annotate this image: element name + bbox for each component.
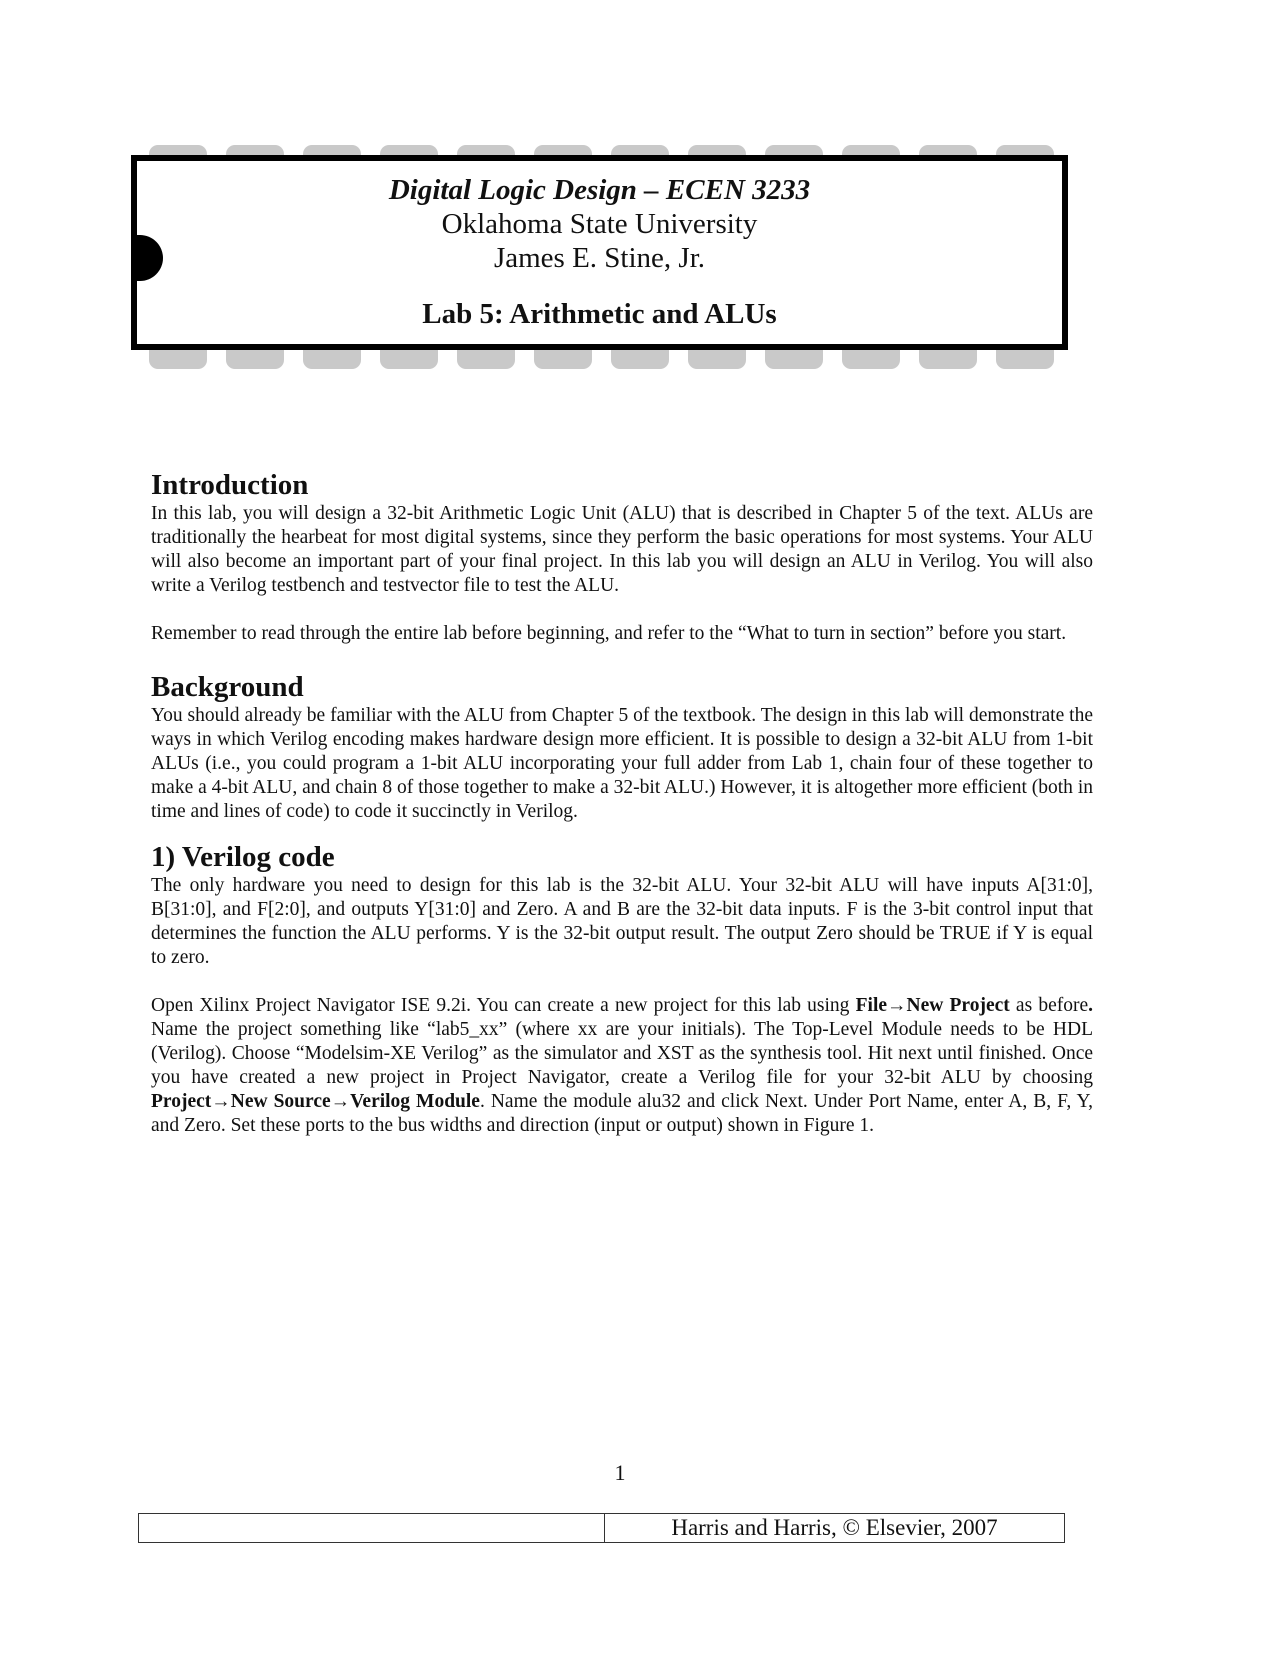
verilog-p2-text-g: . Name the module alu32 and click Next. Under Port Name, enter A, B, F, Y, and Zero. Set these ports to the bus widths and direction (input or output) shown in Figure 1. (151, 1091, 1093, 1136)
course-title: Digital Logic Design – ECEN 3233 (388, 174, 811, 206)
university-name: Oklahoma State University (441, 208, 758, 240)
lab-title: Lab 5: Arithmetic and ALUs (422, 298, 777, 330)
page-number: 1 (614, 1460, 626, 1485)
verilog-p2-text-e: Name the project something like “lab5_xx” (where xx are your initials). The Top-Level Module needs to be HDL (Verilog). Choose “Modelsim-XE Verilog” as the simulator and XST as the synthesis tool. Hit next until finished. Once you have created a new project in Project Navigator, create a Verilog file for your 32-bit ALU by choosing (151, 1019, 1093, 1088)
menu-path-new-project: File→New Project (855, 995, 1010, 1016)
background-heading: Background (151, 671, 304, 703)
introduction-paragraph-2: Remember to read through the entire lab before beginning, and refer to the “What to turn in section” before you start. (151, 623, 1067, 644)
document-body (151, 468, 1093, 1138)
verilog-heading: 1) Verilog code (151, 841, 335, 873)
background-section (151, 670, 1093, 824)
footer-empty-cell (139, 1514, 605, 1542)
footer-copyright: Harris and Harris, © Elsevier, 2007 (671, 1515, 998, 1540)
verilog-p2-text-c: as before (1009, 995, 1089, 1016)
introduction-section (151, 468, 1093, 646)
author-name: James E. Stine, Jr. (493, 242, 706, 274)
verilog-section (151, 840, 1093, 1138)
menu-path-verilog-module: Project→New Source→Verilog Module (151, 1091, 480, 1112)
verilog-p2-text-a: Open Xilinx Project Navigator ISE 9.2i. You can create a new project for this lab using (151, 995, 856, 1016)
background-paragraph: You should already be familiar with the ALU from Chapter 5 of the textbook. The design in this lab will demonstrate the ways in which Verilog encoding makes hardware design more efficient. It is possible to design a 32-bit ALU from 1-bit ALUs (i.e., you could program a 1-bit ALU incorporating your full adder from Lab 1, chain four of these together to make a 4-bit ALU, and chain 8 of those together to make a 32-bit ALU.) However, it is altogether more efficient (both in time and lines of code) to code it succinctly in Verilog. (151, 705, 1093, 822)
title-box (131, 155, 1068, 350)
footer-table (138, 1513, 1065, 1543)
verilog-paragraph-2 (151, 994, 1093, 1138)
verilog-paragraph-1: The only hardware you need to design for this lab is the 32-bit ALU. Your 32-bit ALU will have inputs A[31:0], B[31:0], and F[2:0], and outputs Y[31:0] and Zero. A and B are the 32-bit data inputs. F is the 3-bit control input that determines the function the ALU performs. Y is the 32-bit output result. The output Zero should be TRUE if Y is equal to zero. (151, 875, 1093, 968)
introduction-heading: Introduction (151, 469, 309, 501)
verilog-p2-bold-period: . (1088, 995, 1094, 1016)
introduction-paragraph-1: In this lab, you will design a 32-bit Arithmetic Logic Unit (ALU) that is described in Chapter 5 of the text. ALUs are traditionally the hearbeat for most digital systems, since they perform the basic operations for most systems. Your ALU will also become an important part of your final project. In this lab you will design an ALU in Verilog. You will also write a Verilog testbench and testvector file to test the ALU. (151, 503, 1093, 596)
